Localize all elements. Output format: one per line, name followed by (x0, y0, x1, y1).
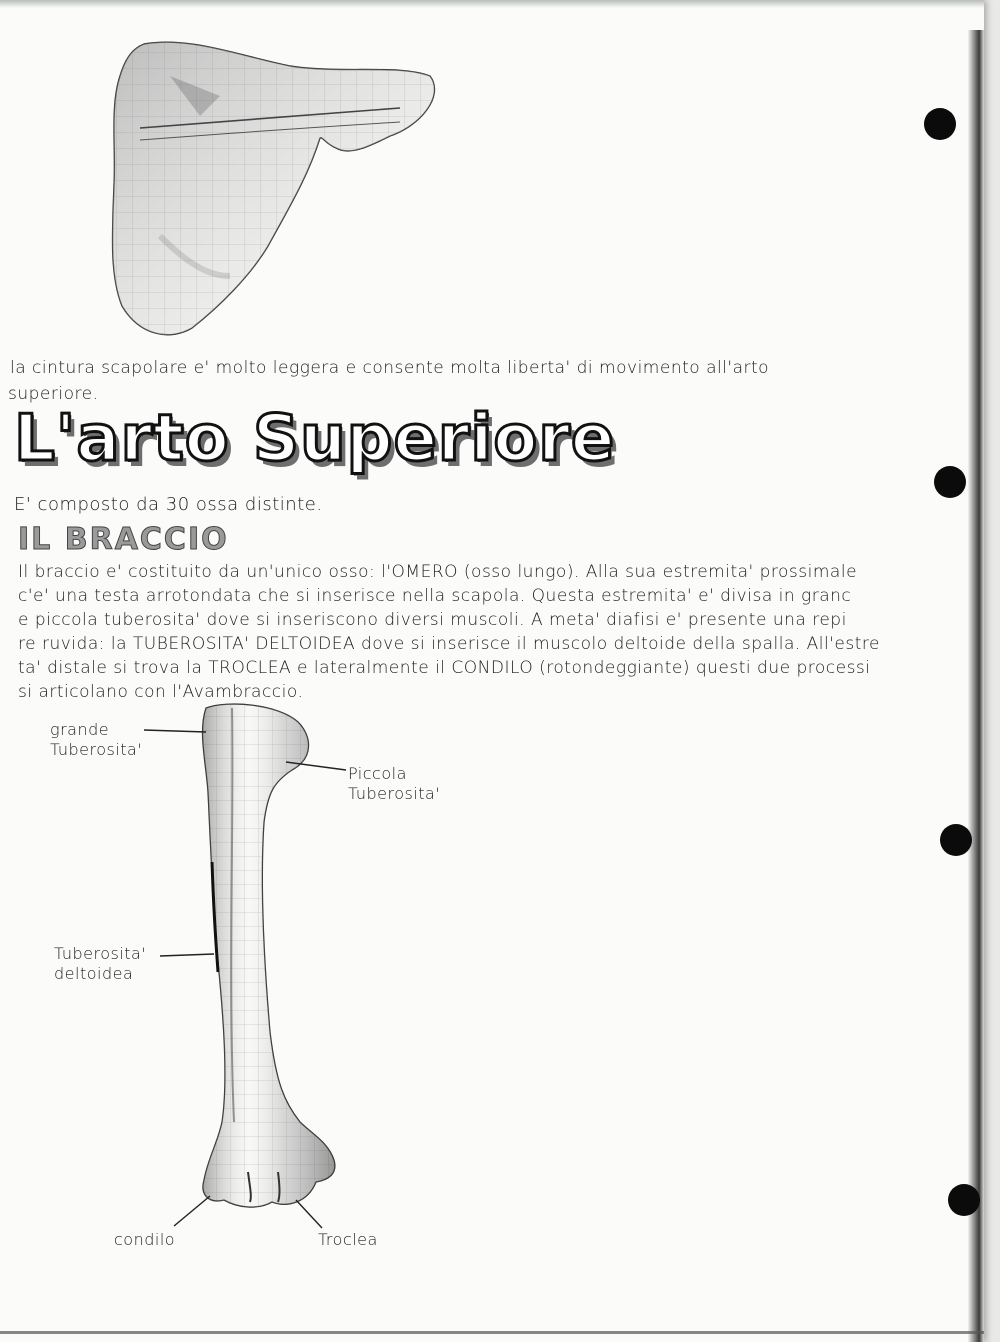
label-deltoidea-line1: Tuberosita' (54, 944, 147, 963)
intro-line-1: la cintura scapolare e' molto leggera e consente molta liberta' di movimento all'arto (10, 358, 770, 378)
label-troclea: Troclea (318, 1230, 378, 1249)
label-condilo: condilo (114, 1230, 176, 1249)
intro-line-2: superiore. (8, 384, 99, 404)
page-title: L'arto Superiore (14, 402, 616, 476)
paragraph-line-1: Il braccio e' costituito da un'unico osso: l'OMERO (osso lungo). Alla sua estremita' prossimale (18, 562, 858, 582)
composition-text: E' composto da 30 ossa distinte. (14, 494, 323, 515)
section-subtitle: IL BRACCIO (18, 522, 229, 557)
label-grande-tuberosita (50, 720, 142, 760)
label-piccola-tuberosita (348, 764, 440, 804)
label-grande-line2: Tuberosita' (50, 740, 143, 759)
paragraph-line-6: si articolano con l'Avambraccio. (18, 682, 304, 702)
label-deltoidea-line2: deltoidea (54, 964, 134, 983)
label-tuberosita-deltoidea (54, 944, 146, 984)
paragraph-line-5: ta' distale si trova la TROCLEA e lateralmente il CONDILO (rotondeggiante) questi due processi (18, 658, 871, 678)
paragraph-line-2: c'e' una testa arrotondata che si inserisce nella scapola. Questa estremita' e' divisa in granc (18, 586, 852, 606)
label-piccola-line2: Tuberosita' (348, 784, 441, 803)
paragraph-line-3: e piccola tuberosita' dove si inseriscono diversi muscoli. A meta' diafisi e' presente una repi (18, 610, 847, 630)
label-grande-line1: grande (50, 720, 110, 739)
label-piccola-line1: Piccola (348, 764, 407, 783)
paragraph-line-4: re ruvida: la TUBEROSITA' DELTOIDEA dove si inserisce il muscolo deltoide della spalla. All'estre (18, 634, 880, 654)
